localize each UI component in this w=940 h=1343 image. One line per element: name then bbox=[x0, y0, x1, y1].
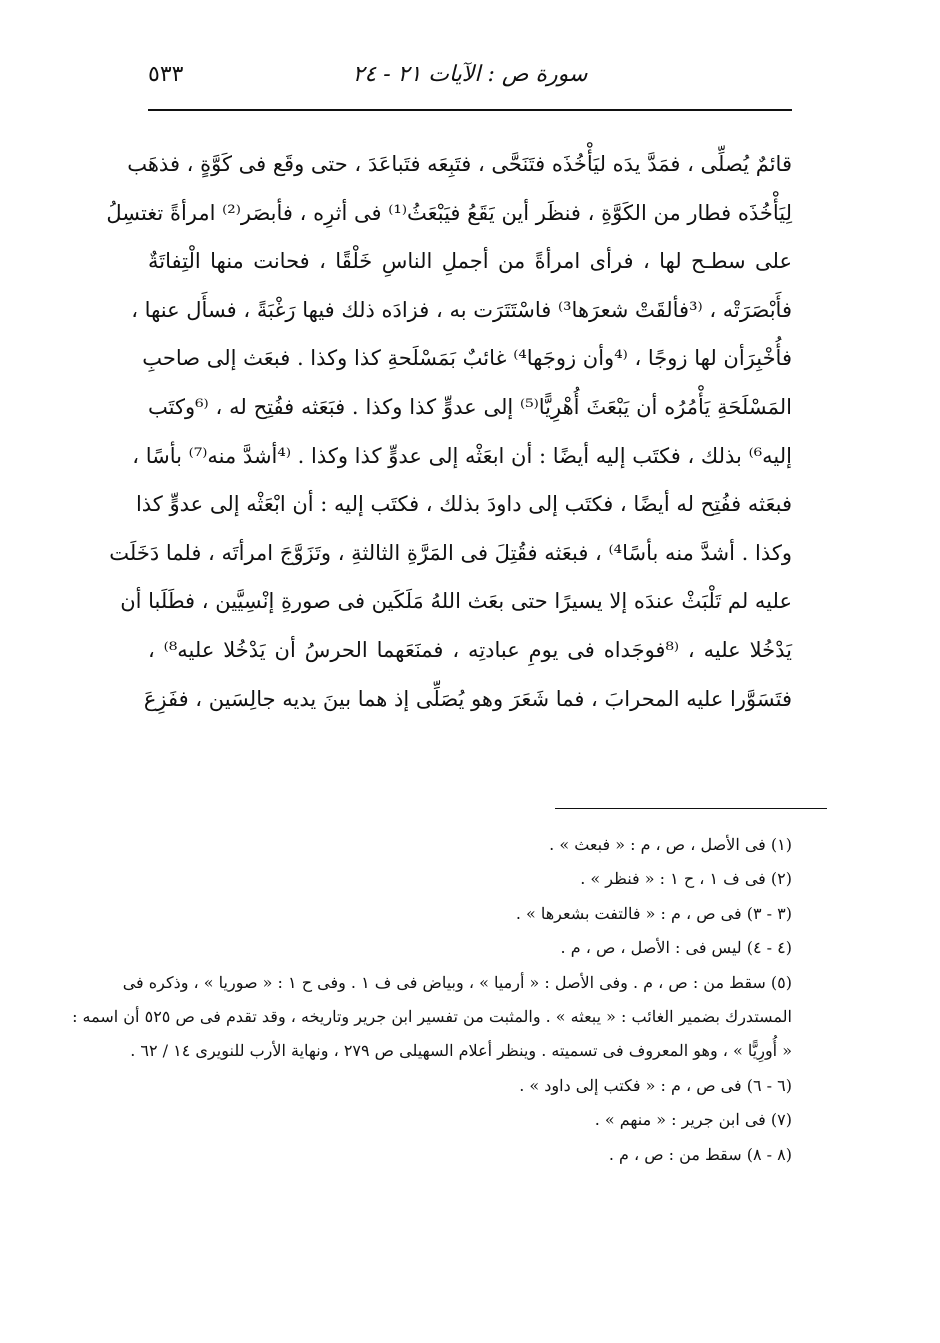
header-title: سورة ص : الآيات ٢١ - ٢٤ bbox=[352, 62, 588, 87]
footnote-line: المستدرك بضمير الغائب : « يبعثه » . والمثبت من تفسير ابن جرير وتاريخه ، وقد تقدم فى ص ٥٢٥ أن اسمه : bbox=[72, 1006, 792, 1026]
page-number: ٥٣٣ bbox=[148, 62, 184, 87]
footnote-line: (٧) فى ابن جرير : « منهم » . bbox=[594, 1110, 792, 1130]
footnotes bbox=[72, 828, 792, 1172]
footnote-line: (٣ - ٣) فى ص ، م : « فالتفت بشعرها » . bbox=[515, 903, 792, 923]
header-divider bbox=[148, 109, 792, 111]
footnote-line: (٦ - ٦) فى ص ، م : « فكتب إلى داود » . bbox=[519, 1075, 792, 1095]
text-line: فأَبْصَرَتْه ، ⁽³فألقَتْ شعرَها³⁾ فاسْتَتَرَت به ، فزادَه ذلك فيها رَغْبَةً ، فسأَل عنها ، bbox=[131, 297, 792, 322]
footnote-divider bbox=[555, 808, 827, 809]
text-line: يَدْخُلا عليه ، ⁽⁸فوجَداه فى يومِ عبادتِه ، فمنَعَهما الحرسُ أن يَدْخُلا عليه⁸⁾ ، bbox=[148, 637, 792, 662]
footnote-line: « أُورِيًّا » ، وهو المعروف فى تسميته . وينظر أعلام السهيلى ص ٢٧٩ ، ونهاية الأرب للنويرى ١٤ / ٦٢ . bbox=[130, 1041, 792, 1061]
footnote-line: (١) فى الأصل ، ص ، م : « فبعث » . bbox=[549, 835, 792, 854]
text-line: فأُخْبِرَأن لها زوجًا ، ⁽⁴وأن زوجَها⁴⁾ غائبٌ بَمَسْلَحةِ كذا وكذا . فبعَث إلى صاحبِ bbox=[142, 346, 792, 371]
footnote-line: (٢) فى ف ١ ، ح ١ : « فنظر » . bbox=[580, 869, 792, 889]
running-header bbox=[148, 58, 792, 98]
footnote-line: (٨ - ٨) سقط من : ص ، م . bbox=[608, 1144, 792, 1164]
text-line: وكذا . أشدَّ منه بأسًا⁴⁾ ، فبعَثه فقُتِلَ فى المَرَّةِ الثالثةِ ، وتَزَوَّجَ امرأتَه ، فلما دَخَلَت bbox=[109, 540, 792, 565]
footnote-line: (٥) سقط من : ص ، م . وفى الأصل : « أرميا » ، وبياض فى ف ١ . وفى ح ١ : « صوريا » ، وذكره فى bbox=[122, 972, 792, 992]
text-line: لِيَأْخُذَه فطار من الكَوَّةِ ، فنظَر أين يَقَعُ فيَبْعَثُ⁽¹⁾ فى أثرِه ، فأبصَر⁽²⁾ امرأةً تغتسِلُ bbox=[106, 200, 792, 225]
text-line: قائمٌ يُصلِّى ، فمَدَّ يدَه ليَأْخُذَه فتَنَحَّى ، فتَبِعَه فتَباعَدَ ، حتى وقَع فى كَوَّةٍ ، فذهَب bbox=[127, 152, 792, 176]
text-line: عليه لم تَلْبَثْ عندَه إلا يسيرًا حتى بعَث اللهُ مَلَكَين فى صورةِ إنْسِيَّين ، فطَلَبا أن bbox=[120, 589, 792, 614]
text-line: المَسْلَحَةِ يَأْمُرُه أن يَبْعَثَ أُهْرِيًّا⁽⁵⁾ إلى عدوٍّ كذا وكذا . فبَعَثه ففُتِح له ، ⁽⁶وكتَب bbox=[148, 394, 792, 419]
text-line: فتَسَوَّرا عليه المحرابَ ، فما شَعَرَ وهو يُصَلِّى إذ هما بينَ يديه جالِسَين ، ففَزِعَ bbox=[143, 686, 792, 711]
text-line: فبعَثه ففُتِح له أيضًا ، فكتَب إلى داودَ بذلك ، فكتَب إليه : أن ابْعَثْه إلى عدوٍّ كذا bbox=[135, 492, 792, 517]
main-text bbox=[106, 140, 792, 723]
text-line: إليه⁶⁾ بذلك ، فكتَب إليه أيضًا : أن ابعَثْه إلى عدوٍّ كذا وكذا . ⁽⁴أشدَّ منه⁽⁷⁾ بأسًا ، bbox=[132, 443, 792, 468]
footnote-line: (٤ - ٤) ليس فى : الأصل ، ص ، م . bbox=[560, 938, 792, 958]
text-line: على سطـح لها ، فرأى امرأةً من أجملِ الناسِ خَلْقًا ، فحانت منها الْتِفاتَةٌ bbox=[148, 249, 792, 274]
